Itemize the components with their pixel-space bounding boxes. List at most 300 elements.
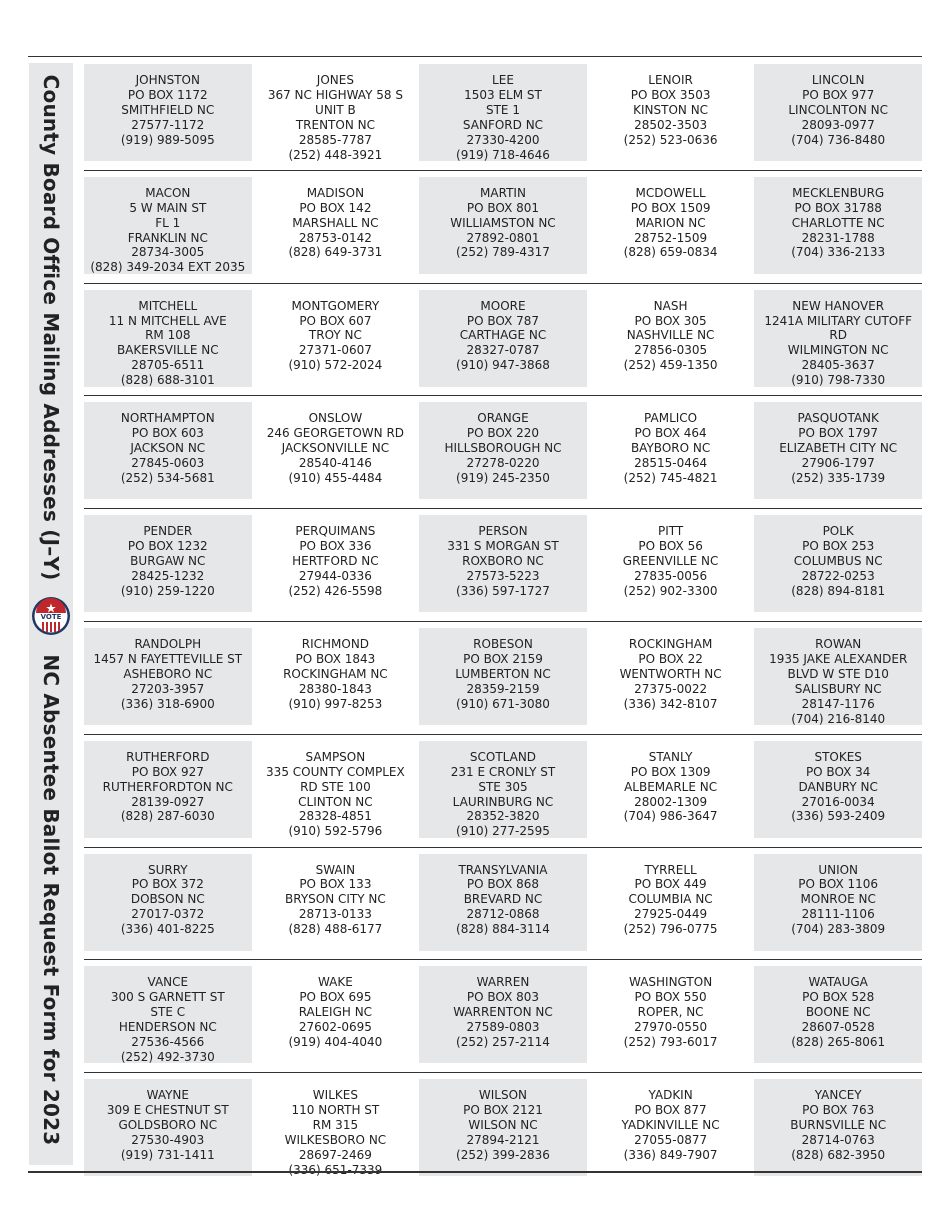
county-address-card bbox=[754, 515, 922, 612]
address-line: ROXBORO NC bbox=[462, 554, 544, 568]
address-row bbox=[84, 508, 922, 621]
county-name: WILKES bbox=[312, 1088, 358, 1103]
county-address-card bbox=[587, 290, 755, 387]
address-line: JACKSONVILLE NC bbox=[281, 441, 390, 456]
address-line: (704) 336-2133 bbox=[791, 245, 886, 260]
county-address-card bbox=[84, 966, 252, 1063]
county-address-card bbox=[754, 741, 922, 838]
address-line: GREENVILLE NC bbox=[622, 554, 719, 568]
address-line: 1935 JAKE ALEXANDER bbox=[769, 651, 908, 666]
county-name: PASQUOTANK bbox=[797, 411, 879, 426]
county-name: TRANSYLVANIA bbox=[458, 862, 548, 877]
address-line: 27845-0603 bbox=[131, 456, 205, 471]
county-address-card bbox=[252, 64, 420, 161]
address-line: 27906-1797 bbox=[801, 456, 875, 471]
address-line: 27944-0336 bbox=[298, 568, 372, 583]
address-line: YADKINVILLE NC bbox=[621, 1117, 720, 1132]
county-address-card bbox=[754, 628, 922, 725]
address-line: (336) 318-6900 bbox=[120, 696, 215, 711]
address-line: RM 315 bbox=[312, 1117, 359, 1132]
address-line: RM 108 bbox=[145, 328, 191, 343]
address-line: PO BOX 1172 bbox=[127, 87, 208, 102]
county-name: PERQUIMANS bbox=[295, 524, 376, 539]
address-line: 28753-0142 bbox=[298, 230, 372, 245]
address-line: CLINTON NC bbox=[298, 794, 373, 809]
address-line: FL 1 bbox=[155, 215, 181, 230]
address-line: (252) 448-3921 bbox=[288, 147, 383, 162]
address-line: 27835-0056 bbox=[634, 568, 708, 583]
county-name: NEW HANOVER bbox=[792, 298, 885, 313]
address-line: (910) 455-4484 bbox=[288, 471, 383, 486]
address-line: 28139-0927 bbox=[131, 794, 205, 809]
county-address-card bbox=[84, 64, 252, 161]
county-address-card bbox=[587, 402, 755, 499]
address-line: (919) 718-4646 bbox=[456, 147, 550, 162]
address-line: 110 NORTH ST bbox=[291, 1103, 380, 1118]
address-line: 28111-1106 bbox=[801, 907, 875, 922]
county-address-card bbox=[754, 64, 922, 161]
county-address-card bbox=[587, 741, 755, 838]
vote-badge-text: VOTE bbox=[40, 613, 62, 622]
address-line: FRANKLIN NC bbox=[127, 230, 208, 245]
address-line: RD bbox=[829, 328, 847, 343]
county-address-card bbox=[419, 741, 587, 838]
county-name: MACON bbox=[145, 185, 191, 200]
address-line: (828) 349-2034 EXT 2035 bbox=[90, 260, 246, 275]
county-name: SAMPSON bbox=[305, 749, 366, 764]
address-line: (336) 401-8225 bbox=[120, 922, 215, 937]
address-line: PO BOX 220 bbox=[466, 426, 540, 441]
address-line: (252) 492-3730 bbox=[120, 1049, 215, 1064]
address-line: HENDERSON NC bbox=[118, 1020, 217, 1035]
address-line: CARTHAGE NC bbox=[459, 328, 547, 343]
address-line: PO BOX 142 bbox=[299, 200, 372, 215]
county-address-grid bbox=[84, 58, 922, 1185]
address-line: PO BOX 528 bbox=[802, 990, 875, 1005]
county-name: SCOTLAND bbox=[469, 749, 537, 764]
address-line: ALBEMARLE NC bbox=[624, 779, 718, 794]
address-line: (252) 902-3300 bbox=[623, 583, 718, 598]
address-line: STE 1 bbox=[485, 102, 520, 117]
address-line: (252) 796-0775 bbox=[623, 922, 718, 937]
address-row bbox=[84, 283, 922, 396]
county-name: RANDOLPH bbox=[134, 636, 202, 651]
address-line: PO BOX 31788 bbox=[794, 200, 882, 215]
county-name: MONTGOMERY bbox=[291, 298, 380, 313]
address-line: 11 N MITCHELL AVE bbox=[108, 313, 227, 328]
address-row bbox=[84, 395, 922, 508]
address-line: 28705-6511 bbox=[131, 358, 205, 373]
address-line: 28328-4851 bbox=[298, 809, 372, 824]
address-line: (828) 649-3731 bbox=[288, 245, 383, 260]
address-line: GOLDSBORO NC bbox=[118, 1117, 218, 1132]
address-line: RALEIGH NC bbox=[298, 1005, 373, 1020]
county-address-card bbox=[419, 1079, 587, 1176]
address-line: 309 E CHESTNUT ST bbox=[106, 1103, 229, 1118]
address-line: 28722-0253 bbox=[801, 568, 875, 583]
address-line: PO BOX 1509 bbox=[630, 200, 711, 215]
address-line: BAYBORO NC bbox=[630, 441, 711, 456]
county-name: MOORE bbox=[480, 298, 526, 313]
address-line: PO BOX 336 bbox=[299, 539, 372, 554]
address-line: 27055-0877 bbox=[634, 1132, 708, 1147]
address-line: 28405-3637 bbox=[801, 358, 875, 373]
address-line: BURGAW NC bbox=[130, 554, 206, 568]
address-line: 28093-0977 bbox=[801, 117, 875, 132]
county-name: NORTHAMPTON bbox=[120, 411, 215, 426]
address-line: (828) 659-0834 bbox=[623, 245, 718, 260]
county-name: MCDOWELL bbox=[635, 185, 706, 200]
county-address-card bbox=[84, 741, 252, 838]
address-line: (252) 426-5598 bbox=[288, 583, 383, 598]
address-line: 27892-0801 bbox=[466, 230, 540, 245]
address-line: MARION NC bbox=[635, 215, 706, 230]
county-address-card bbox=[587, 177, 755, 274]
address-line: (336) 597-1727 bbox=[456, 583, 550, 598]
address-line: DANBURY NC bbox=[798, 779, 878, 794]
address-line: PO BOX 607 bbox=[299, 313, 372, 328]
address-line: LUMBERTON NC bbox=[455, 666, 551, 681]
county-address-card bbox=[84, 854, 252, 951]
address-line: (919) 989-5095 bbox=[120, 132, 215, 147]
address-line: HERTFORD NC bbox=[292, 554, 379, 568]
address-line: RD STE 100 bbox=[300, 779, 371, 794]
address-line: PO BOX 927 bbox=[131, 764, 204, 779]
county-name: SWAIN bbox=[315, 862, 356, 877]
county-address-card bbox=[252, 966, 420, 1063]
county-name: WASHINGTON bbox=[628, 975, 713, 990]
county-name: NASH bbox=[653, 298, 688, 313]
address-line: PO BOX 1309 bbox=[630, 764, 711, 779]
address-line: PO BOX 56 bbox=[638, 539, 703, 554]
address-line: 28231-1788 bbox=[801, 230, 875, 245]
address-line: BAKERSVILLE NC bbox=[116, 343, 219, 358]
address-line: PO BOX 372 bbox=[131, 877, 204, 892]
county-name: PITT bbox=[657, 524, 684, 539]
address-line: PO BOX 3503 bbox=[630, 87, 711, 102]
county-address-card bbox=[754, 854, 922, 951]
county-name: PENDER bbox=[143, 524, 193, 539]
county-name: ROBESON bbox=[473, 636, 533, 651]
address-line: 28752-1509 bbox=[634, 230, 708, 245]
county-name: JOHNSTON bbox=[135, 73, 200, 87]
county-name: WATAUGA bbox=[808, 975, 868, 990]
address-line: 27856-0305 bbox=[634, 343, 708, 358]
address-line: 28734-3005 bbox=[131, 245, 205, 260]
county-name: STOKES bbox=[814, 749, 862, 764]
address-line: (252) 257-2114 bbox=[456, 1035, 550, 1049]
address-line: 27017-0372 bbox=[131, 907, 205, 922]
address-line: PO BOX 2121 bbox=[463, 1103, 543, 1118]
county-address-card bbox=[587, 64, 755, 161]
county-name: YADKIN bbox=[648, 1088, 693, 1103]
address-line: 27375-0022 bbox=[634, 681, 708, 696]
county-name: SURRY bbox=[147, 862, 188, 877]
county-name: WILSON bbox=[478, 1088, 528, 1103]
address-line: (252) 523-0636 bbox=[623, 132, 718, 147]
address-line: (252) 335-1739 bbox=[791, 471, 886, 486]
vote-badge-icon bbox=[31, 596, 71, 636]
address-line: (828) 265-8061 bbox=[791, 1035, 886, 1049]
address-line: TROY NC bbox=[308, 328, 362, 343]
address-line: 27573-5223 bbox=[466, 568, 540, 583]
address-line: (252) 745-4821 bbox=[623, 471, 718, 486]
county-address-card bbox=[84, 177, 252, 274]
top-rule bbox=[28, 56, 922, 57]
county-address-card bbox=[252, 177, 420, 274]
county-address-card bbox=[587, 966, 755, 1063]
county-address-card bbox=[419, 290, 587, 387]
address-line: (704) 736-8480 bbox=[791, 132, 886, 147]
address-line: DOBSON NC bbox=[130, 892, 205, 907]
address-line: 27016-0034 bbox=[801, 794, 875, 809]
address-line: (910) 259-1220 bbox=[120, 583, 215, 598]
address-line: COLUMBUS NC bbox=[793, 554, 883, 568]
address-line: RUTHERFORDTON NC bbox=[102, 779, 233, 794]
address-line: 246 GEORGETOWN RD bbox=[266, 426, 405, 441]
address-line: 27536-4566 bbox=[131, 1035, 205, 1049]
county-address-card bbox=[754, 177, 922, 274]
address-line: (336) 342-8107 bbox=[623, 696, 718, 711]
address-line: 27577-1172 bbox=[131, 117, 205, 132]
county-address-card bbox=[252, 515, 420, 612]
address-line: (704) 986-3647 bbox=[623, 809, 718, 824]
address-line: BRYSON CITY NC bbox=[285, 892, 386, 907]
address-line: TRENTON NC bbox=[295, 117, 375, 132]
county-name: ORANGE bbox=[477, 411, 529, 426]
county-address-card bbox=[754, 402, 922, 499]
address-line: (910) 277-2595 bbox=[456, 824, 550, 839]
address-row bbox=[84, 1072, 922, 1185]
address-line: PO BOX 695 bbox=[299, 990, 372, 1005]
address-line: 300 S GARNETT ST bbox=[110, 990, 225, 1005]
address-line: (252) 459-1350 bbox=[623, 358, 718, 373]
county-name: MITCHELL bbox=[138, 298, 198, 313]
address-line: SANFORD NC bbox=[462, 117, 544, 132]
address-line: BOONE NC bbox=[805, 1005, 871, 1020]
address-line: (828) 884-3114 bbox=[456, 922, 550, 937]
address-line: (252) 789-4317 bbox=[456, 245, 550, 260]
address-line: 335 COUNTY COMPLEX bbox=[266, 764, 405, 779]
county-name: UNION bbox=[818, 862, 859, 877]
county-name: LINCOLN bbox=[811, 73, 865, 87]
address-line: PO BOX 550 bbox=[634, 990, 707, 1005]
address-line: (828) 682-3950 bbox=[791, 1147, 886, 1162]
address-line: STE 305 bbox=[478, 779, 528, 794]
address-line: (910) 572-2024 bbox=[288, 358, 383, 373]
address-line: WILKESBORO NC bbox=[284, 1132, 387, 1147]
address-line: 28147-1176 bbox=[801, 696, 875, 711]
county-address-card bbox=[84, 515, 252, 612]
address-line: PO BOX 801 bbox=[466, 200, 540, 215]
address-line: (704) 283-3809 bbox=[791, 922, 886, 937]
address-line: PO BOX 253 bbox=[802, 539, 875, 554]
county-name: WARREN bbox=[476, 975, 530, 990]
address-line: 27530-4903 bbox=[131, 1132, 205, 1147]
county-name: PERSON bbox=[478, 524, 528, 539]
county-name: MADISON bbox=[306, 185, 365, 200]
address-line: 28540-4146 bbox=[298, 456, 372, 471]
address-line: 1457 N FAYETTEVILLE ST bbox=[93, 651, 243, 666]
county-name: RICHMOND bbox=[301, 636, 370, 651]
address-line: (910) 592-5796 bbox=[288, 824, 383, 839]
address-line: 231 E CRONLY ST bbox=[450, 764, 556, 779]
county-address-card bbox=[419, 177, 587, 274]
address-line: PO BOX 464 bbox=[634, 426, 707, 441]
address-line: (919) 245-2350 bbox=[456, 471, 550, 486]
address-line: PO BOX 22 bbox=[638, 651, 703, 666]
county-address-card bbox=[587, 628, 755, 725]
address-line: 28713-0133 bbox=[298, 907, 372, 922]
address-line: PO BOX 603 bbox=[131, 426, 204, 441]
address-line: (828) 688-3101 bbox=[120, 373, 215, 388]
county-address-card bbox=[587, 515, 755, 612]
address-line: LAURINBURG NC bbox=[452, 794, 554, 809]
address-line: (704) 216-8140 bbox=[791, 711, 886, 726]
address-line: CHARLOTTE NC bbox=[791, 215, 885, 230]
address-line: 367 NC HIGHWAY 58 S bbox=[267, 87, 403, 102]
address-line: 28425-1232 bbox=[131, 568, 205, 583]
address-line: WARRENTON NC bbox=[453, 1005, 553, 1020]
address-line: PO BOX 803 bbox=[466, 990, 540, 1005]
county-name: TYRRELL bbox=[644, 862, 697, 877]
address-line: 27278-0220 bbox=[466, 456, 540, 471]
address-line: (828) 894-8181 bbox=[791, 583, 886, 598]
address-line: UNIT B bbox=[315, 102, 356, 117]
address-line: PO BOX 787 bbox=[466, 313, 540, 328]
address-line: 27371-0607 bbox=[298, 343, 372, 358]
address-line: (828) 488-6177 bbox=[288, 922, 383, 937]
address-line: (919) 731-1411 bbox=[120, 1147, 215, 1162]
address-line: PO BOX 868 bbox=[466, 877, 540, 892]
county-address-card bbox=[419, 515, 587, 612]
address-row bbox=[84, 959, 922, 1072]
address-line: WILLIAMSTON NC bbox=[450, 215, 556, 230]
address-line: 28585-7787 bbox=[298, 132, 372, 147]
address-line: STE C bbox=[150, 1005, 186, 1020]
address-line: 28327-0787 bbox=[466, 343, 540, 358]
county-name: MARTIN bbox=[480, 185, 526, 200]
county-address-card bbox=[252, 854, 420, 951]
county-address-card bbox=[84, 290, 252, 387]
address-line: PO BOX 133 bbox=[299, 877, 372, 892]
address-line: 28380-1843 bbox=[298, 681, 372, 696]
address-line: PO BOX 977 bbox=[802, 87, 875, 102]
county-address-card bbox=[252, 402, 420, 499]
address-line: 28002-1309 bbox=[634, 794, 708, 809]
address-line: PO BOX 1106 bbox=[798, 877, 879, 892]
address-line: 27203-3957 bbox=[131, 681, 205, 696]
county-address-card bbox=[754, 290, 922, 387]
address-line: MONROE NC bbox=[800, 892, 876, 907]
county-address-card bbox=[754, 966, 922, 1063]
address-line: WILSON NC bbox=[468, 1117, 538, 1132]
address-line: 1241A MILITARY CUTOFF bbox=[764, 313, 913, 328]
address-line: (910) 947-3868 bbox=[456, 358, 550, 373]
address-line: (252) 399-2836 bbox=[456, 1147, 550, 1162]
address-line: (252) 793-6017 bbox=[623, 1035, 718, 1049]
county-name: POLK bbox=[822, 524, 854, 539]
county-address-card bbox=[84, 402, 252, 499]
address-line: JACKSON NC bbox=[130, 441, 206, 456]
county-name: LENOIR bbox=[648, 73, 693, 87]
address-row bbox=[84, 621, 922, 734]
address-line: ASHEBORO NC bbox=[123, 666, 213, 681]
address-line: 28502-3503 bbox=[634, 117, 708, 132]
address-line: (336) 849-7907 bbox=[623, 1147, 718, 1162]
address-row bbox=[84, 847, 922, 960]
address-line: ELIZABETH CITY NC bbox=[779, 441, 898, 456]
sidebar-title-left: NC Absentee Ballot Request Form for 2023 bbox=[39, 654, 63, 1146]
address-line: BLVD W STE D10 bbox=[787, 666, 889, 681]
county-name: YANCEY bbox=[814, 1088, 862, 1103]
address-row bbox=[84, 734, 922, 847]
address-line: 28359-2159 bbox=[466, 681, 540, 696]
address-line: (910) 671-3080 bbox=[456, 696, 550, 711]
address-line: PO BOX 1797 bbox=[798, 426, 879, 441]
address-line: ROPER, NC bbox=[637, 1005, 704, 1020]
address-line: 28607-0528 bbox=[801, 1020, 875, 1035]
address-line: (910) 798-7330 bbox=[791, 373, 886, 388]
address-line: PO BOX 449 bbox=[634, 877, 707, 892]
address-line: COLUMBIA NC bbox=[628, 892, 713, 907]
address-line: 28352-3820 bbox=[466, 809, 540, 824]
address-line: LINCOLNTON NC bbox=[788, 102, 888, 117]
address-line: (919) 404-4040 bbox=[288, 1035, 383, 1049]
county-address-card bbox=[419, 64, 587, 161]
address-line: KINSTON NC bbox=[633, 102, 709, 117]
address-line: PO BOX 877 bbox=[634, 1103, 707, 1118]
address-line: 28714-0763 bbox=[801, 1132, 875, 1147]
county-address-card bbox=[419, 966, 587, 1063]
sidebar-title-right: County Board Office Mailing Addresses (J–Y) bbox=[39, 74, 63, 581]
county-address-card bbox=[252, 741, 420, 838]
address-line: 27589-0803 bbox=[466, 1020, 540, 1035]
address-line: BREVARD NC bbox=[463, 892, 543, 907]
address-line: SMITHFIELD NC bbox=[121, 102, 215, 117]
county-name: RUTHERFORD bbox=[126, 749, 210, 764]
bottom-rule bbox=[28, 1171, 922, 1173]
address-line: (828) 287-6030 bbox=[120, 809, 215, 824]
county-address-card bbox=[587, 854, 755, 951]
address-line: ROCKINGHAM NC bbox=[283, 666, 388, 681]
address-line: PO BOX 34 bbox=[805, 764, 871, 779]
county-name: ROCKINGHAM bbox=[628, 636, 713, 651]
county-name: PAMLICO bbox=[644, 411, 698, 426]
address-line: WILMINGTON NC bbox=[787, 343, 889, 358]
address-line: (336) 651-7339 bbox=[288, 1162, 383, 1177]
address-line: 28515-0464 bbox=[634, 456, 708, 471]
county-address-card bbox=[419, 628, 587, 725]
address-line: 27925-0449 bbox=[634, 907, 708, 922]
county-address-card bbox=[754, 1079, 922, 1176]
address-line: MARSHALL NC bbox=[292, 215, 379, 230]
address-line: 27602-0695 bbox=[298, 1020, 372, 1035]
address-line: BURNSVILLE NC bbox=[790, 1117, 887, 1132]
address-line: 5 W MAIN ST bbox=[129, 200, 207, 215]
county-address-card bbox=[419, 402, 587, 499]
address-line: PO BOX 2159 bbox=[463, 651, 543, 666]
county-name: STANLY bbox=[648, 749, 693, 764]
address-line: HILLSBOROUGH NC bbox=[444, 441, 562, 456]
address-line: NASHVILLE NC bbox=[626, 328, 715, 343]
address-line: 27330-4200 bbox=[466, 132, 540, 147]
address-line: 28712-0868 bbox=[466, 907, 540, 922]
address-line: SALISBURY NC bbox=[794, 681, 882, 696]
county-address-card bbox=[587, 1079, 755, 1176]
address-row bbox=[84, 58, 922, 170]
county-name: WAKE bbox=[317, 975, 353, 990]
